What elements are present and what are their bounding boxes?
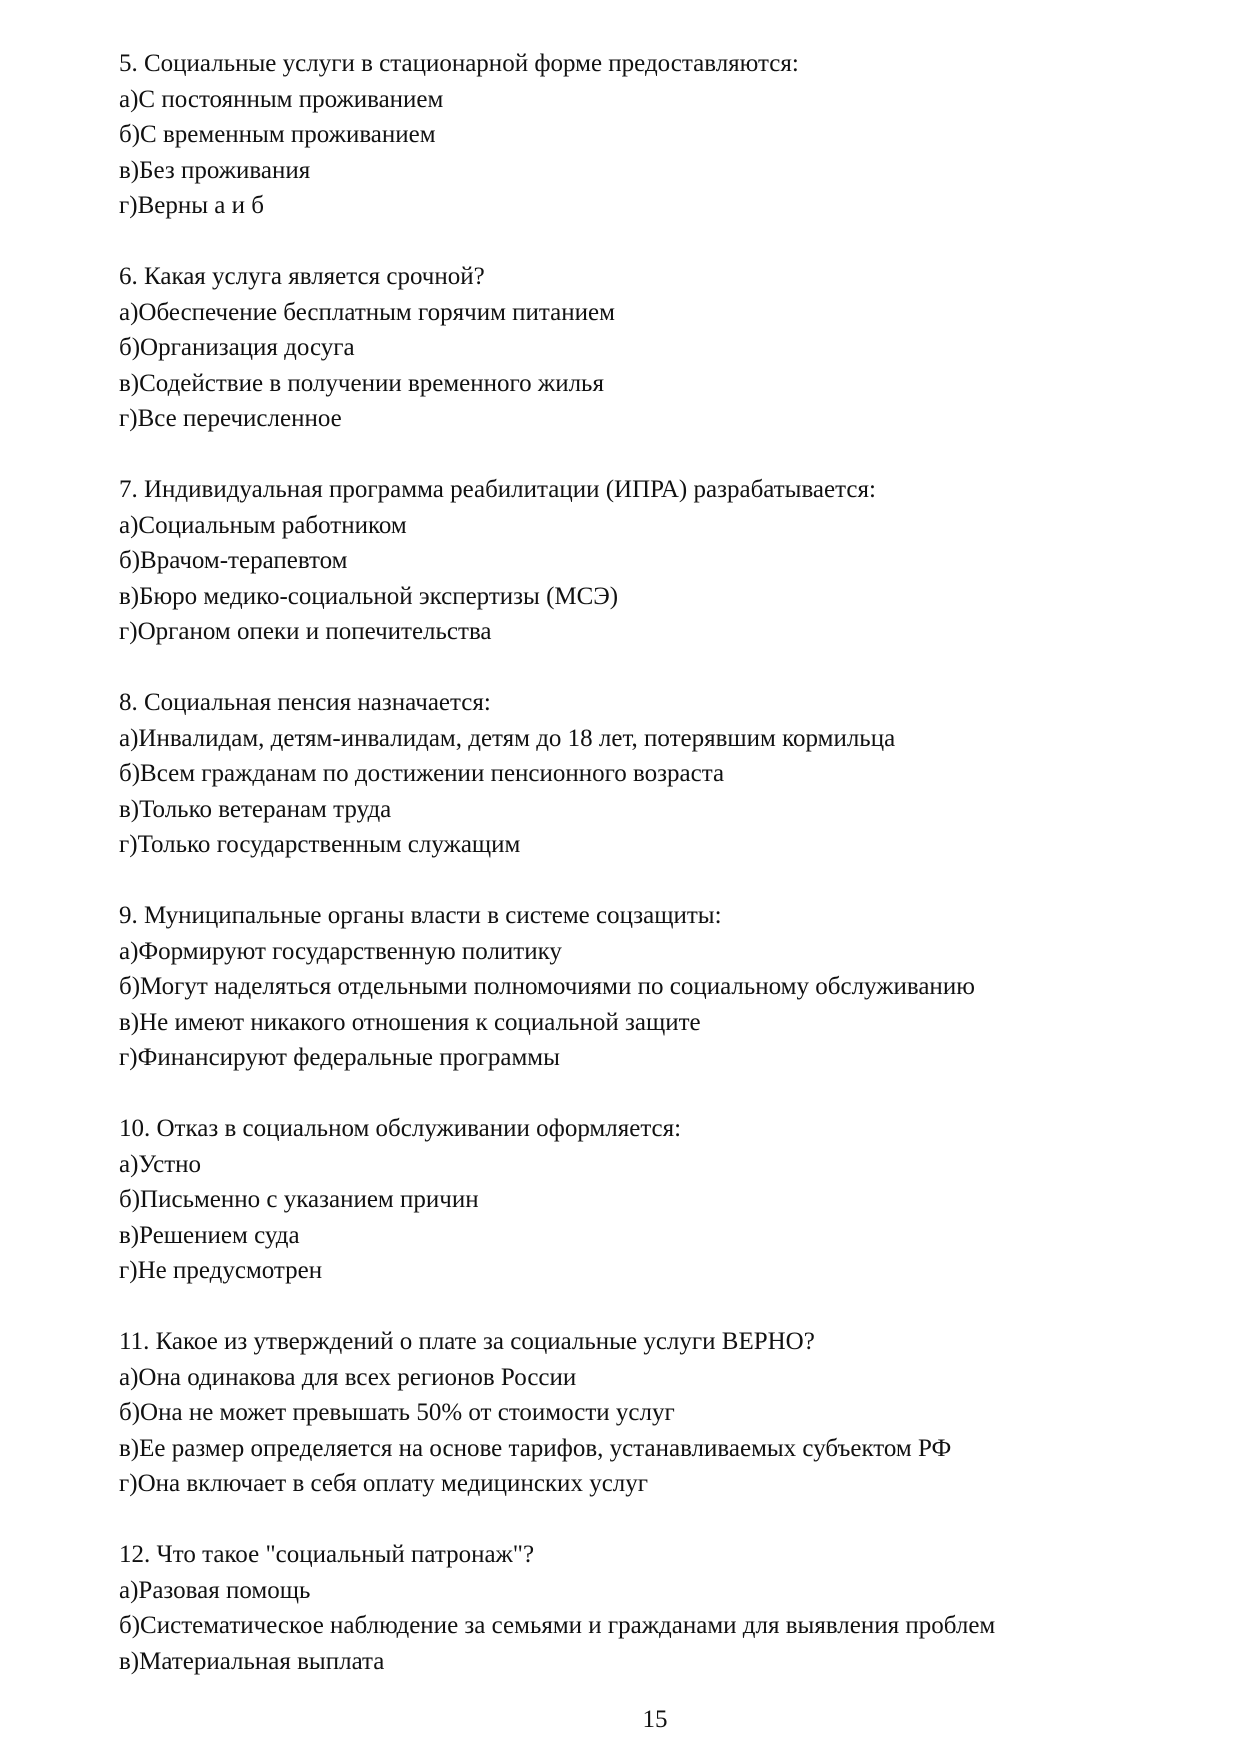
answer-option: г)Верны а и б [119, 192, 264, 219]
question-title: 11. Какое из утверждений о плате за социальные услуги ВЕРНО? [119, 1328, 815, 1355]
answer-option: б)Систематическое наблюдение за семьями и гражданами для выявления проблем [119, 1612, 996, 1639]
question-title: 9. Муниципальные органы власти в системе соцзащиты: [119, 902, 722, 929]
answer-option: б)С временным проживанием [119, 121, 436, 148]
answer-option: в)Не имеют никакого отношения к социальной защите [119, 1008, 701, 1036]
question-block [119, 259, 995, 437]
answer-option: а)Обеспечение бесплатным горячим питанием [119, 298, 615, 326]
question-block [119, 685, 995, 863]
answer-option: в)Ее размер определяется на основе тарифов, устанавливаемых субъектом РФ [119, 1434, 952, 1462]
answer-option: в)Без проживания [119, 156, 311, 184]
page-number: 15 [642, 1706, 668, 1733]
answer-option: а)Разовая помощь [119, 1576, 311, 1604]
answer-option: г)Она включает в себя оплату медицинских услуг [119, 1470, 649, 1497]
answer-option: а)Она одинакова для всех регионов России [119, 1363, 577, 1391]
answer-option: г)Органом опеки и попечительства [119, 618, 492, 645]
question-block [119, 1111, 995, 1289]
answer-option: г)Только государственным служащим [119, 831, 521, 858]
answer-option: в)Только ветеранам труда [119, 795, 392, 823]
answer-option: г)Все перечисленное [119, 405, 342, 432]
question-title: 8. Социальная пенсия назначается: [119, 689, 491, 716]
answer-option: б)Она не может превышать 50% от стоимости услуг [119, 1399, 675, 1426]
answer-option: б)Могут наделяться отдельными полномочиями по социальному обслуживанию [119, 973, 975, 1000]
question-title: 6. Какая услуга является срочной? [119, 263, 485, 290]
question-title: 10. Отказ в социальном обслуживании оформляется: [119, 1115, 682, 1142]
question-block [119, 1324, 995, 1502]
answer-option: а)Социальным работником [119, 511, 407, 539]
answer-option: а)Формируют государственную политику [119, 937, 562, 965]
answer-option: в)Материальная выплата [119, 1647, 385, 1675]
answer-option: а)Инвалидам, детям-инвалидам, детям до 18 лет, потерявшим кормильца [119, 724, 896, 752]
answer-option: б)Всем гражданам по достижении пенсионного возраста [119, 760, 725, 787]
document-body [119, 46, 995, 1715]
question-title: 5. Социальные услуги в стационарной форме предоставляются: [119, 50, 799, 77]
question-title: 12. Что такое "социальный патронаж"? [119, 1541, 535, 1568]
question-block [119, 472, 995, 650]
question-block [119, 46, 995, 224]
answer-option: а)Устно [119, 1150, 202, 1178]
answer-option: а)С постоянным проживанием [119, 85, 444, 113]
question-block [119, 898, 995, 1076]
answer-option: в)Бюро медико-социальной экспертизы (МСЭ) [119, 582, 619, 610]
answer-option: г)Не предусмотрен [119, 1257, 323, 1284]
answer-option: б)Организация досуга [119, 334, 355, 361]
question-block [119, 1537, 995, 1679]
answer-option: г)Финансируют федеральные программы [119, 1044, 560, 1071]
question-title: 7. Индивидуальная программа реабилитации (ИПРА) разрабатывается: [119, 476, 876, 503]
answer-option: в)Содействие в получении временного жилья [119, 369, 604, 397]
answer-option: б)Врачом-терапевтом [119, 547, 348, 574]
answer-option: в)Решением суда [119, 1221, 300, 1249]
answer-option: б)Письменно с указанием причин [119, 1186, 479, 1213]
